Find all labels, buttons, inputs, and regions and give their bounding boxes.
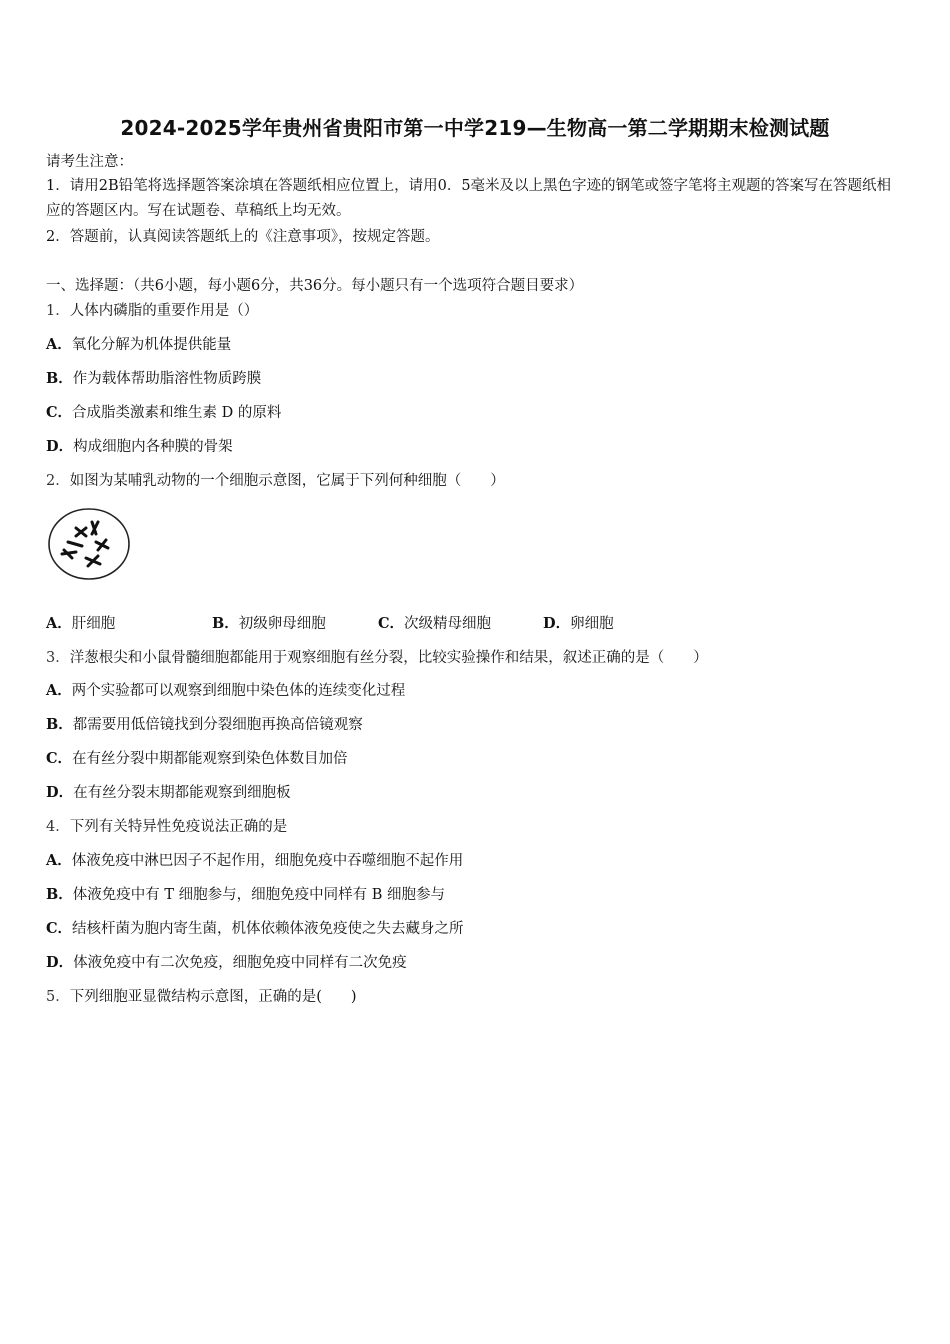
option-text: 卵细胞 <box>570 616 614 632</box>
notice-item-2: 2．答题前，认真阅读答题纸上的《注意事项》，按规定答题。 <box>46 229 440 245</box>
option-1c <box>46 403 281 423</box>
option-4b <box>46 885 445 905</box>
option-letter: B． <box>46 370 73 387</box>
option-text: 肝细胞 <box>71 616 116 632</box>
question-stem: 洋葱根尖和小鼠骨髓细胞都能用于观察细胞有丝分裂，比较实验操作和结果，叙述正确的是（ ） <box>69 650 708 666</box>
question-number: 1． <box>46 303 70 319</box>
question-stem: 人体内磷脂的重要作用是（） <box>69 303 259 319</box>
option-text: 体液免疫中淋巴因子不起作用，细胞免疫中吞噬细胞不起作用 <box>71 853 464 869</box>
option-2b <box>212 614 326 634</box>
option-text: 体液免疫中有二次免疫，细胞免疫中同样有二次免疫 <box>73 955 407 971</box>
option-3d <box>46 783 291 803</box>
option-4c <box>46 919 464 939</box>
chromosome-5 <box>62 550 76 558</box>
question-number: 3． <box>46 650 70 666</box>
option-letter: C． <box>46 920 73 937</box>
option-letter: C． <box>46 404 73 421</box>
option-3b <box>46 715 363 735</box>
chromosomes <box>62 522 108 566</box>
option-text: 作为载体帮助脂溶性物质跨膜 <box>72 371 262 387</box>
chromosome-3 <box>68 542 82 546</box>
option-text: 结核杆菌为胞内寄生菌，机体依赖体液免疫使之失去藏身之所 <box>72 921 464 937</box>
question-1 <box>46 301 258 321</box>
option-letter: A． <box>46 336 72 353</box>
option-2a <box>46 614 115 634</box>
option-text: 初级卵母细胞 <box>238 616 326 632</box>
page-title: 2024-2025学年贵州省贵阳市第一中学219—生物高一第二学期期末检测试题 <box>120 116 830 140</box>
option-letter: C． <box>378 615 405 632</box>
option-letter: D． <box>46 784 74 801</box>
option-letter: D． <box>46 954 74 971</box>
chromosome-2 <box>92 522 98 534</box>
option-1d <box>46 437 233 457</box>
option-text: 都需要用低倍镜找到分裂细胞再换高倍镜观察 <box>72 717 363 733</box>
option-3c <box>46 749 348 769</box>
section-heading: 一、选择题：（共6小题，每小题6分，共36分。每小题只有一个选项符合题目要求） <box>46 278 584 294</box>
chromosome-6 <box>86 556 100 566</box>
cell-diagram-svg <box>46 506 132 582</box>
option-letter: A． <box>46 852 72 869</box>
notice-heading: 请考生注意： <box>46 154 133 170</box>
question-5 <box>46 987 357 1007</box>
option-text: 体液免疫中有 T 细胞参与，细胞免疫中同样有 B 细胞参与 <box>72 887 446 903</box>
option-3a <box>46 681 405 701</box>
option-text: 构成细胞内各种膜的骨架 <box>73 439 233 455</box>
notice-item-1: 1．请用2B铅笔将选择题答案涂填在答题纸相应位置上，请用0．5毫米及以上黑色字迹的钢笔或签字笔将主观题的答案写在答题纸相应的答题区内。写在试题卷、草稿纸上均无效。 <box>46 178 892 219</box>
option-4d <box>46 953 407 973</box>
option-letter: B． <box>46 886 73 903</box>
option-text: 合成脂类激素和维生素 D 的原料 <box>72 405 282 421</box>
option-4a <box>46 851 463 871</box>
option-2c <box>378 614 491 634</box>
option-text: 在有丝分裂末期都能观察到细胞板 <box>73 785 291 801</box>
option-2d <box>543 614 614 634</box>
question-stem: 下列有关特异性免疫说法正确的是 <box>69 819 288 835</box>
option-text: 两个实验都可以观察到细胞中染色体的连续变化过程 <box>71 683 406 699</box>
option-text: 氧化分解为机体提供能量 <box>71 337 232 353</box>
cell-membrane <box>49 509 129 579</box>
option-text: 在有丝分裂中期都能观察到染色体数目加倍 <box>72 751 348 767</box>
option-letter: A． <box>46 682 72 699</box>
question-4 <box>46 817 287 837</box>
option-letter: B． <box>46 716 73 733</box>
question-number: 5． <box>46 989 70 1005</box>
option-letter: D． <box>46 438 74 455</box>
question-number: 4． <box>46 819 70 835</box>
option-1b <box>46 369 261 389</box>
question-3 <box>46 648 708 668</box>
question-number: 2． <box>46 473 70 489</box>
option-letter: C． <box>46 750 73 767</box>
option-letter: A． <box>46 615 72 632</box>
chromosome-1 <box>76 528 86 536</box>
option-letter: B． <box>212 615 239 632</box>
option-1a <box>46 335 231 355</box>
chromosome-4 <box>96 540 108 550</box>
cell-diagram <box>46 506 132 582</box>
question-stem: 如图为某哺乳动物的一个细胞示意图，它属于下列何种细胞（ ） <box>69 473 505 489</box>
option-text: 次级精母细胞 <box>404 616 492 632</box>
question-2 <box>46 471 505 491</box>
question-stem: 下列细胞亚显微结构示意图，正确的是( ) <box>69 989 357 1005</box>
option-letter: D． <box>543 615 571 632</box>
